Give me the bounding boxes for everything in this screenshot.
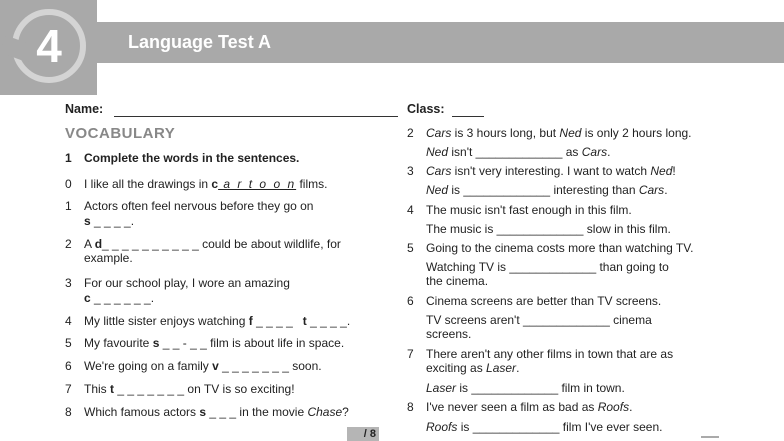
- title-bar: [97, 22, 784, 63]
- section-title: VOCABULARY: [65, 125, 176, 142]
- corner-mark: [701, 436, 719, 438]
- unit-badge: [0, 0, 97, 95]
- name-label: Name:: [65, 102, 104, 116]
- score-box: / 8: [347, 427, 379, 441]
- class-label: Class:: [407, 102, 445, 116]
- instruction: 1 Complete the words in the sentences.: [65, 151, 300, 165]
- name-field[interactable]: [114, 116, 398, 117]
- unit-number: 4: [36, 20, 62, 72]
- class-field[interactable]: [452, 116, 484, 117]
- page-title: Language Test A: [128, 32, 272, 52]
- example-answer: a r t o o n: [218, 177, 297, 191]
